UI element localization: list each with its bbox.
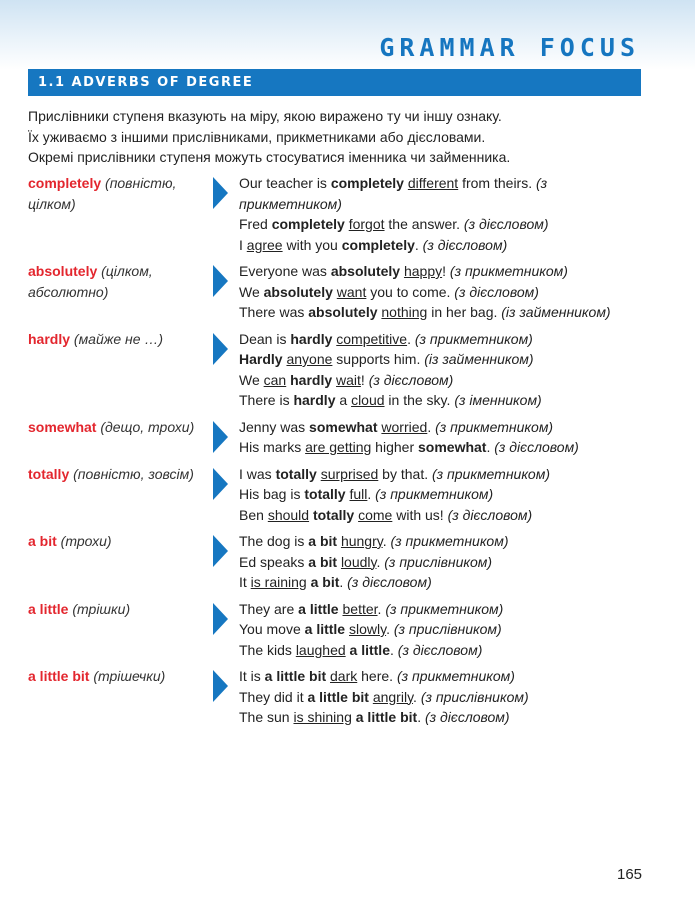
- sentence-text: Ed speaks: [239, 553, 309, 570]
- usage-note: (з дієсловом): [454, 283, 539, 300]
- adverb-term: [28, 464, 208, 485]
- sentence-text: Dean is: [239, 330, 291, 347]
- sentence-text: They did it: [239, 688, 308, 705]
- example-sentence: [239, 484, 668, 505]
- sentence-text: I: [239, 236, 247, 253]
- example-sentence: [239, 214, 668, 235]
- usage-note: (з дієсловом): [422, 236, 508, 253]
- sentence-text: higher: [371, 439, 418, 455]
- adverb-translation: (цілком, абсолютно): [28, 263, 153, 300]
- modified-word: cloud: [351, 392, 385, 408]
- triangle-arrow-icon: [213, 468, 228, 500]
- triangle-arrow-icon: [213, 265, 228, 297]
- sentence-text: .: [339, 574, 348, 590]
- usage-note: (з дієсловом): [447, 506, 533, 523]
- example-sentence: [239, 235, 668, 256]
- sentence-text: We: [239, 371, 264, 388]
- usage-note: (з іменником): [454, 392, 542, 408]
- usage-note: (з прикметником): [432, 465, 550, 482]
- section-bar: [28, 69, 641, 96]
- adverb-highlight: completely: [271, 216, 345, 232]
- example-sentence: [239, 349, 668, 370]
- sentence-text: from theirs.: [458, 175, 536, 191]
- usage-note: (з прислівником): [393, 621, 502, 637]
- modified-word: are getting: [305, 439, 372, 455]
- modified-word: competitive: [336, 330, 408, 347]
- sentence-text: supports him.: [332, 351, 425, 367]
- adverb-highlight: somewhat: [309, 418, 378, 435]
- triangle-arrow-icon: [213, 177, 228, 209]
- adverb-highlight: a little: [304, 621, 346, 637]
- intro-line: Прислівники ступеня вказують на міру, якою виражено ту чи іншу ознаку.: [28, 108, 502, 124]
- usage-note: (з прикметником): [375, 486, 494, 502]
- adverb-word: somewhat: [28, 418, 97, 435]
- adverb-entry-a-little: [28, 599, 668, 661]
- adverb-highlight: absolutely: [263, 283, 333, 300]
- adverb-highlight: a bit: [308, 553, 338, 570]
- adverb-highlight: a little bit: [355, 709, 418, 725]
- triangle-arrow-icon: [213, 421, 228, 453]
- sentence-text: .: [414, 236, 423, 253]
- example-sentence: [239, 505, 668, 526]
- usage-note: (з прикметником): [396, 668, 515, 684]
- sentence-text: a: [335, 392, 352, 408]
- sentence-text: Our teacher is: [239, 175, 331, 191]
- sentence-text: Everyone was: [239, 263, 331, 279]
- example-sentence: [239, 640, 668, 661]
- adverb-entry-absolutely: [28, 261, 668, 323]
- adverb-term: [28, 329, 208, 350]
- example-sentence: [239, 390, 668, 411]
- sentence-text: .: [407, 330, 415, 347]
- usage-note: (з дієсловом): [397, 641, 483, 658]
- example-sentence: [239, 329, 668, 350]
- example-sentence: [239, 302, 668, 323]
- adverb-translation: (майже не …): [73, 330, 164, 347]
- sentence-text: Jenny was: [239, 418, 310, 435]
- sentence-text: by that.: [378, 465, 432, 482]
- modified-word: nothing: [381, 304, 428, 320]
- example-sentences: [239, 666, 668, 728]
- triangle-arrow-icon: [213, 535, 228, 567]
- modified-word: worried: [381, 418, 428, 435]
- adverb-entry-somewhat: [28, 417, 668, 458]
- sentence-text: .: [367, 486, 376, 502]
- adverb-translation: (трішечки): [93, 668, 166, 684]
- example-sentences: [239, 417, 668, 458]
- usage-note: (з прикметником): [414, 330, 533, 347]
- sentence-text: I was: [239, 465, 276, 482]
- adverb-highlight: somewhat: [418, 439, 487, 455]
- modified-word: should: [267, 506, 310, 523]
- sentence-text: !: [360, 371, 369, 388]
- adverb-term: [28, 599, 208, 620]
- example-sentences: [239, 599, 668, 661]
- adverb-entry-a-little-bit: [28, 666, 668, 728]
- usage-note: (з дієсловом): [463, 216, 549, 232]
- sentence-text: They are: [239, 600, 299, 617]
- adverb-word: a bit: [28, 533, 57, 549]
- sentence-text: .: [390, 641, 398, 658]
- sentence-text: .: [413, 688, 421, 705]
- modified-word: come: [358, 506, 393, 523]
- example-sentence: [239, 370, 668, 391]
- adverb-highlight: totally: [312, 506, 355, 523]
- adverb-term: [28, 531, 208, 552]
- modified-word: angrily: [372, 688, 414, 705]
- sentence-text: with us!: [392, 506, 448, 523]
- adverb-entries-list: [28, 173, 668, 734]
- modified-word: happy: [403, 263, 443, 279]
- page-header-title: GRAMMAR FOCUS: [379, 33, 640, 62]
- example-sentences: [239, 261, 668, 323]
- modified-word: want: [336, 283, 367, 300]
- adverb-highlight: hardly: [290, 371, 333, 388]
- example-sentence: [239, 282, 668, 303]
- sentence-text: .: [386, 621, 394, 637]
- sentence-text: in her bag.: [427, 304, 502, 320]
- example-sentence: [239, 531, 668, 552]
- adverb-highlight: totally: [304, 486, 346, 502]
- adverb-term: [28, 173, 208, 214]
- usage-note: (з дієсловом): [347, 574, 432, 590]
- triangle-arrow-icon: [213, 670, 228, 702]
- modified-word: anyone: [286, 351, 333, 367]
- adverb-entry-hardly: [28, 329, 668, 411]
- adverb-highlight: completely: [341, 236, 415, 253]
- adverb-highlight: a little bit: [307, 688, 369, 705]
- adverb-translation: (дещо, трохи): [100, 418, 195, 435]
- sentence-text: Fred: [239, 216, 272, 232]
- adverb-highlight: a bit: [308, 533, 338, 549]
- example-sentence: [239, 437, 668, 458]
- sentence-text: It: [239, 574, 251, 590]
- adverb-term: [28, 417, 208, 438]
- example-sentence: [239, 619, 668, 640]
- adverb-highlight: a little bit: [264, 668, 327, 684]
- modified-word: wait: [336, 371, 361, 388]
- usage-note: (з прикметником): [385, 600, 504, 617]
- example-sentences: [239, 329, 668, 411]
- page-number: 165: [617, 866, 643, 883]
- sentence-text: .: [382, 533, 391, 549]
- adverb-term: [28, 261, 208, 302]
- adverb-highlight: a little: [298, 600, 339, 617]
- sentence-text: We: [239, 283, 264, 300]
- modified-word: full: [349, 486, 368, 502]
- modified-word: hungry: [340, 533, 383, 549]
- adverb-highlight: hardly: [293, 392, 336, 408]
- adverb-entry-totally: [28, 464, 668, 526]
- modified-word: different: [407, 175, 459, 191]
- example-sentences: [239, 173, 668, 255]
- adverb-entry-a-bit: [28, 531, 668, 593]
- example-sentences: [239, 531, 668, 593]
- sentence-text: Ben: [239, 506, 268, 523]
- sentence-text: .: [377, 600, 386, 617]
- section-title: 1.1 ADVERBS OF DEGREE: [38, 75, 254, 90]
- adverb-word: totally: [28, 465, 70, 482]
- triangle-arrow-icon: [213, 603, 228, 635]
- sentence-text: It is: [239, 668, 265, 684]
- adverb-word: a little: [28, 600, 69, 617]
- usage-note: (із займенником): [424, 351, 534, 367]
- sentence-text: There was: [239, 304, 309, 320]
- adverb-highlight: absolutely: [330, 263, 401, 279]
- sentence-text: here.: [357, 668, 397, 684]
- sentence-text: There is: [239, 392, 294, 408]
- usage-note: (з прикметником): [435, 418, 554, 435]
- example-sentence: [239, 572, 668, 593]
- example-sentence: [239, 173, 639, 214]
- sentence-text: in the sky.: [384, 392, 455, 408]
- sentence-text: His bag is: [239, 486, 305, 502]
- sentence-text: .: [417, 709, 425, 725]
- usage-note: (з дієсловом): [368, 371, 454, 388]
- sentence-text: The dog is: [239, 533, 309, 549]
- example-sentence: [239, 599, 668, 620]
- modified-word: better: [342, 600, 378, 617]
- intro-line: Їх уживаємо з іншими прислівниками, прикметниками або дієсловами.: [28, 128, 486, 145]
- adverb-entry-completely: [28, 173, 668, 255]
- sentence-text: with you: [282, 236, 342, 253]
- adverb-highlight: completely: [330, 175, 404, 191]
- adverb-word: absolutely: [28, 263, 98, 279]
- adverb-highlight: absolutely: [308, 304, 378, 320]
- adverb-translation: (трохи): [60, 533, 112, 549]
- sentence-text: .: [427, 418, 436, 435]
- usage-note: (з прикметником): [390, 533, 509, 549]
- adverb-word: a little bit: [28, 668, 90, 684]
- adverb-highlight: a little: [349, 641, 390, 658]
- example-sentence: [239, 552, 668, 573]
- example-sentences: [239, 464, 668, 526]
- sentence-text: !: [442, 263, 450, 279]
- adverb-highlight: totally: [275, 465, 317, 482]
- adverb-translation: (повністю, цілком): [28, 175, 177, 212]
- usage-note: (з дієсловом): [494, 439, 579, 455]
- usage-note: (з прикметником): [239, 175, 548, 212]
- sentence-text: The kids: [239, 641, 296, 658]
- example-sentence: [239, 666, 668, 687]
- intro-line: Окремі прислівники ступеня можуть стосуватися іменника чи займенника.: [28, 149, 511, 165]
- usage-note: (з дієсловом): [424, 709, 510, 725]
- example-sentence: [239, 707, 668, 728]
- sentence-text: the answer.: [384, 216, 464, 232]
- modified-word: surprised: [320, 465, 379, 482]
- sentence-text: .: [376, 553, 385, 570]
- adverb-highlight: Hardly: [239, 351, 283, 367]
- usage-note: (з прислівником): [420, 688, 529, 705]
- usage-note: (з прислівником): [384, 553, 493, 570]
- modified-word: slowly: [349, 621, 387, 637]
- usage-note: (із займенником): [501, 304, 611, 320]
- example-sentence: [239, 417, 668, 438]
- sentence-text: The sun: [239, 709, 294, 725]
- adverb-translation: (трішки): [72, 600, 131, 617]
- modified-word: agree: [246, 236, 283, 253]
- sentence-text: His marks: [239, 439, 306, 455]
- modified-word: dark: [330, 668, 358, 684]
- usage-note: (з прикметником): [449, 263, 568, 279]
- adverb-translation: (повністю, зовсім): [73, 465, 194, 482]
- modified-word: loudly: [340, 553, 377, 570]
- modified-word: can: [263, 371, 287, 388]
- sentence-text: .: [486, 439, 495, 455]
- modified-word: forgot: [348, 216, 385, 232]
- adverb-term: [28, 666, 208, 687]
- example-sentence: [239, 261, 668, 282]
- modified-word: laughed: [295, 641, 346, 658]
- modified-word: is shining: [293, 709, 352, 725]
- intro-paragraph: [28, 106, 648, 168]
- sentence-text: you to come.: [366, 283, 455, 300]
- example-sentence: [239, 687, 668, 708]
- triangle-arrow-icon: [213, 333, 228, 365]
- adverb-word: hardly: [28, 330, 71, 347]
- adverb-word: completely: [28, 175, 102, 191]
- example-sentence: [239, 464, 668, 485]
- modified-word: is raining: [250, 574, 307, 590]
- sentence-text: You move: [239, 621, 305, 637]
- adverb-highlight: a bit: [310, 574, 340, 590]
- adverb-highlight: hardly: [290, 330, 333, 347]
